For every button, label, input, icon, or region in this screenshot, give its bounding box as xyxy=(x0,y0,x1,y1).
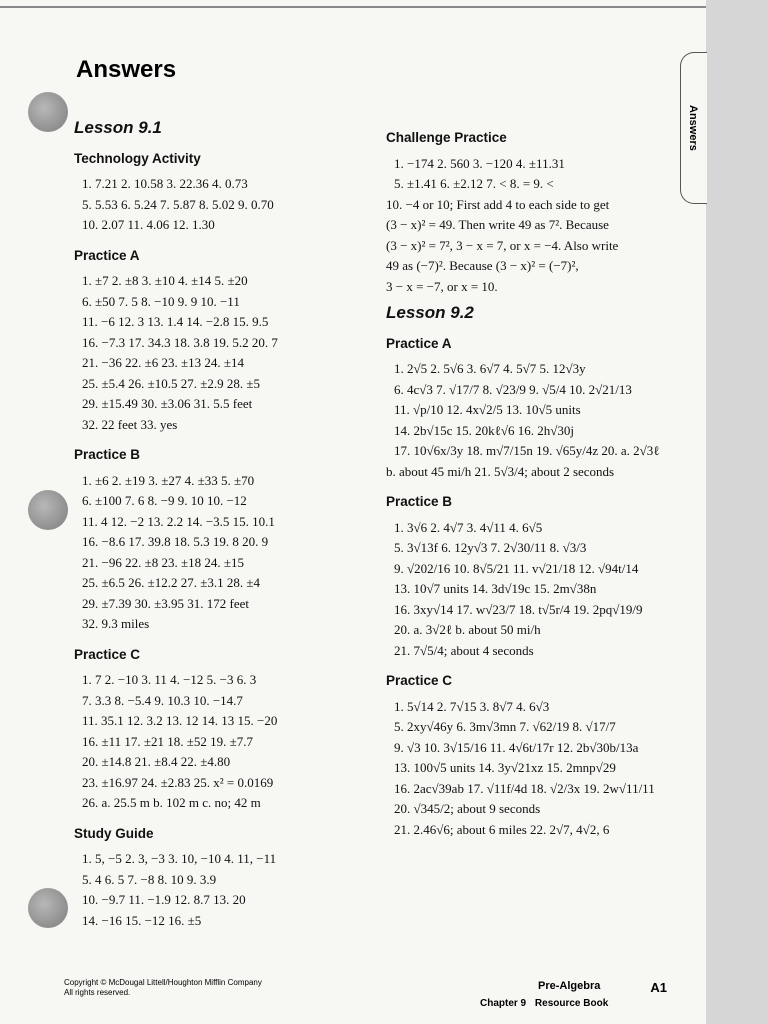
section-heading: Challenge Practice xyxy=(386,130,507,145)
section-heading: Practice B xyxy=(74,447,141,462)
scan-edge xyxy=(706,0,768,1024)
copyright-line-1: Copyright © McDougal Littell/Houghton Mifflin Company xyxy=(64,978,262,987)
answer-line: 11. √p/10 12. 4x√2/5 13. 10√5 units xyxy=(394,402,581,417)
answer-line: 11. −6 12. 3 13. 1.4 14. −2.8 15. 9.5 xyxy=(82,314,269,329)
top-rule xyxy=(0,6,708,8)
answer-line: 25. ±6.5 26. ±12.2 27. ±3.1 28. ±4 xyxy=(82,575,261,590)
page-footer xyxy=(480,980,667,1009)
answer-line: 10. −4 or 10; First add 4 to each side to get xyxy=(386,196,610,212)
answer-line: 20. √345/2; about 9 seconds xyxy=(394,801,541,816)
answer-line: (3 − x)² = 49. Then write 49 as 7². Because xyxy=(386,217,609,232)
copyright xyxy=(64,978,262,998)
binder-hole-top xyxy=(28,92,68,132)
answer-line: 1. −174 2. 560 3. −120 4. ±11.31 xyxy=(394,155,565,171)
answer-line: 14. −16 15. −12 16. ±5 xyxy=(82,912,202,928)
section-heading: Practice C xyxy=(74,646,141,662)
answer-line: 13. 100√5 units 14. 3y√21xz 15. 2mnp√29 xyxy=(394,760,616,775)
answer-line: 11. 35.1 12. 3.2 13. 12 14. 13 15. −20 xyxy=(82,713,278,728)
answer-line: 23. ±16.97 24. ±2.83 25. x² = 0.0169 xyxy=(82,774,274,790)
binder-hole-bottom xyxy=(28,888,68,928)
resource-label: Resource Book xyxy=(534,998,609,1009)
answer-line: 14. 2b√15c 15. 20kℓ√6 16. 2h√30j xyxy=(394,422,575,438)
answer-line: 7. 3.3 8. −5.4 9. 10.3 10. −14.7 xyxy=(82,692,243,708)
section-heading: Practice C xyxy=(386,673,453,688)
answer-line: 16. 2ac√39ab 17. √11f/4d 18. √2/3x 19. 2w√11/11 xyxy=(394,780,655,796)
answer-line: 6. 4c√3 7. √17/7 8. √23/9 9. √5/4 10. 2√21/13 xyxy=(394,381,632,397)
answer-line: 11. 4 12. −2 13. 2.2 14. −3.5 15. 10.1 xyxy=(82,513,275,529)
lesson-heading: Lesson 9.2 xyxy=(386,303,474,322)
answer-line: 21. −96 22. ±8 23. ±18 24. ±15 xyxy=(82,554,244,570)
answer-line: 20. ±14.8 21. ±8.4 22. ±4.80 xyxy=(82,754,231,769)
answer-line: 32. 9.3 miles xyxy=(82,616,150,631)
answer-line: 1. 3√6 2. 4√7 3. 4√11 4. 6√5 xyxy=(394,519,543,535)
answer-line: (3 − x)² = 7², 3 − x = 7, or x = −4. Also write xyxy=(386,237,619,253)
answer-line: 9. √3 10. 3√15/16 11. 4√6t/17r 12. 2b√30b/13a xyxy=(394,739,639,755)
answer-line: 21. −36 22. ±6 23. ±13 24. ±14 xyxy=(82,355,244,370)
answer-line: 9. √202/16 10. 8√5/21 11. v√21/18 12. √94t/14 xyxy=(394,560,639,576)
section-heading: Practice A xyxy=(386,335,452,351)
section-heading: Study Guide xyxy=(74,825,154,841)
answer-line: 49 as (−7)². Because (3 − x)² = (−7)², xyxy=(386,258,579,273)
answer-line: 5. 4 6. 5 7. −8 8. 10 9. 3.9 xyxy=(82,871,217,887)
answer-line: 1. ±7 2. ±8 3. ±10 4. ±14 5. ±20 xyxy=(82,273,248,288)
answer-line: 29. ±15.49 30. ±3.06 31. 5.5 feet xyxy=(82,396,253,411)
section-heading: Practice A xyxy=(74,247,140,263)
answer-line: 1. ±6 2. ±19 3. ±27 4. ±33 5. ±70 xyxy=(82,472,255,488)
answer-line: 5. 2xy√46y 6. 3m√3mn 7. √62/19 8. √17/7 xyxy=(394,719,616,734)
answer-line: 1. 5√14 2. 7√15 3. 8√7 4. 6√3 xyxy=(394,698,550,714)
answer-line: 21. 7√5/4; about 4 seconds xyxy=(394,642,534,658)
answer-line: 1. 7 2. −10 3. 11 4. −12 5. −3 6. 3 xyxy=(82,672,257,687)
answer-line: 3 − x = −7, or x = 10. xyxy=(386,278,498,294)
page-title: Answers xyxy=(76,56,177,83)
book-name: Pre-Algebra xyxy=(538,980,601,992)
answer-line: 17. 10√6x/3y 18. m√7/15n 19. √65y/4z 20. a. 2√3ℓ xyxy=(394,443,660,458)
answer-line: 20. a. 3√2ℓ b. about 50 mi/h xyxy=(394,622,541,637)
copyright-line-2: All rights reserved. xyxy=(64,988,131,997)
side-tab-label: Answers xyxy=(687,105,699,151)
answer-line: 16. −8.6 17. 39.8 18. 5.3 19. 8 20. 9 xyxy=(82,534,269,549)
answer-line: 5. 3√13f 6. 12y√3 7. 2√30/11 8. √3/3 xyxy=(394,540,587,555)
right-column xyxy=(386,118,696,840)
left-column xyxy=(74,112,374,931)
section-heading: Technology Activity xyxy=(74,150,201,166)
answer-line: 32. 22 feet 33. yes xyxy=(82,416,178,432)
answer-line: 5. 5.53 6. 5.24 7. 5.87 8. 5.02 9. 0.70 xyxy=(82,196,274,212)
answer-line: 25. ±5.4 26. ±10.5 27. ±2.9 28. ±5 xyxy=(82,375,261,391)
answer-line: 21. 2.46√6; about 6 miles 22. 2√7, 4√2, 6 xyxy=(394,821,610,837)
answer-line: 10. 2.07 11. 4.06 12. 1.30 xyxy=(82,217,215,232)
answer-line: 13. 10√7 units 14. 3d√19c 15. 2m√38n xyxy=(394,581,597,596)
chapter-label: Chapter 9 xyxy=(480,998,527,1009)
answer-line: 1. 7.21 2. 10.58 3. 22.36 4. 0.73 xyxy=(82,176,248,191)
lesson-heading: Lesson 9.1 xyxy=(74,118,162,137)
answer-line: 6. ±100 7. 6 8. −9 9. 10 10. −12 xyxy=(82,493,247,508)
answer-line: 10. −9.7 11. −1.9 12. 8.7 13. 20 xyxy=(82,892,246,907)
answer-line: 16. −7.3 17. 34.3 18. 3.8 19. 5.2 20. 7 xyxy=(82,334,278,350)
answer-line: 1. 5, −5 2. 3, −3 3. 10, −10 4. 11, −11 xyxy=(82,851,277,866)
section-heading: Practice B xyxy=(386,494,453,509)
binder-hole-middle xyxy=(28,490,68,530)
answer-line: 29. ±7.39 30. ±3.95 31. 172 feet xyxy=(82,595,250,611)
answer-line: 6. ±50 7. 5 8. −10 9. 9 10. −11 xyxy=(82,293,240,309)
answer-line: 26. a. 25.5 m b. 102 m c. no; 42 m xyxy=(82,795,261,810)
answer-line: b. about 45 mi/h 21. 5√3/4; about 2 seconds xyxy=(386,463,615,479)
answer-line: 1. 2√5 2. 5√6 3. 6√7 4. 5√7 5. 12√3y xyxy=(394,361,586,376)
page-number: A1 xyxy=(650,980,667,995)
answer-line: 16. ±11 17. ±21 18. ±52 19. ±7.7 xyxy=(82,733,254,749)
answer-line: 16. 3xy√14 17. w√23/7 18. t√5r/4 19. 2pq√19/9 xyxy=(394,601,643,617)
answer-line: 5. ±1.41 6. ±2.12 7. < 8. = 9. < xyxy=(394,176,554,191)
